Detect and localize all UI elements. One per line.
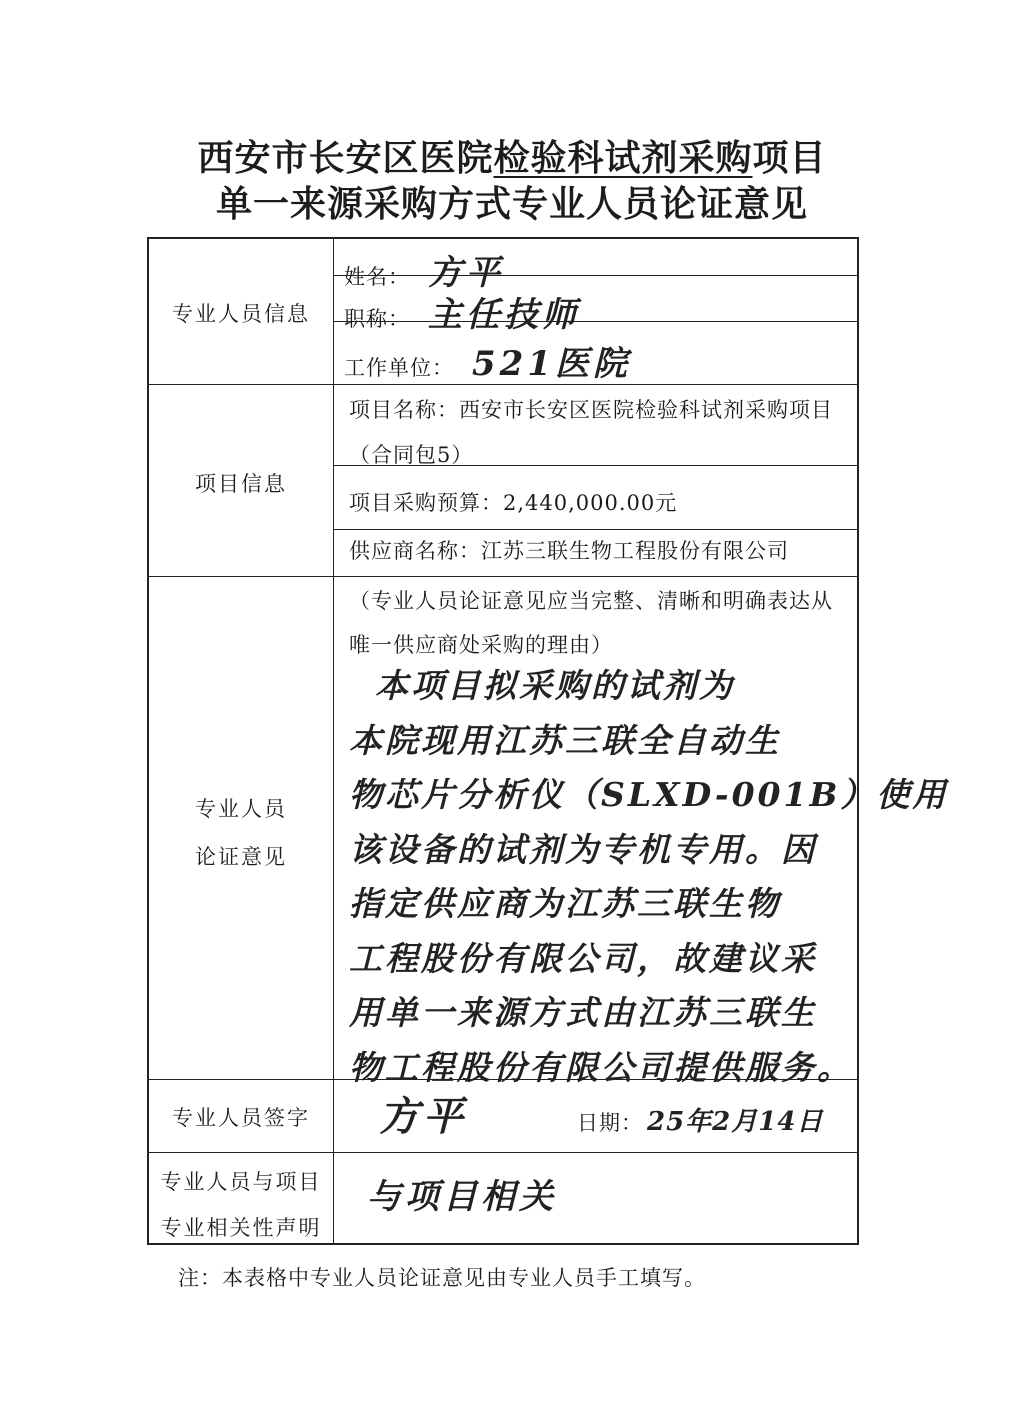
document-title-line-1: 西安市长安区医院检验科试剂采购项目: [197, 138, 827, 179]
title-label: 职称：: [344, 307, 410, 331]
signature-area: [379, 1085, 467, 1142]
date-value: 25年2月14日: [647, 1107, 824, 1137]
opinion-line: 用单一来源方式由江苏三联生: [349, 993, 817, 1032]
date-label: 日期：: [577, 1111, 643, 1135]
title-underlined-part: 检验科试剂采购: [493, 138, 753, 179]
title-value: 主任技师: [428, 295, 580, 335]
document-title-line-2: 单一来源采购方式专业人员论证意见: [215, 184, 808, 225]
unit-row: [344, 336, 631, 385]
opinion-line: 物工程股份有限公司提供服务。: [349, 1047, 853, 1087]
opinion-section-label-2: 论证意见: [195, 845, 287, 869]
footer-note: 注：本表格中专业人员论证意见由专业人员手工填写。: [178, 1266, 706, 1290]
project-budget: 项目采购预算：2,440,000.00元: [349, 491, 678, 515]
relevance-value-area: [367, 1169, 557, 1218]
project-name-line-2: （合同包5）: [349, 443, 474, 467]
relevance-label-2: 专业相关性声明: [160, 1216, 322, 1240]
date-row: [577, 1101, 823, 1138]
opinion-handwritten-text: [349, 659, 949, 1095]
title-row: [344, 287, 580, 336]
opinion-section-label-1: 专业人员: [195, 797, 287, 821]
signature-handwritten: 方平: [379, 1093, 467, 1140]
project-name-line-1: 项目名称：西安市长安区医院检验科试剂采购项目: [349, 398, 833, 422]
opinion-line: 工程股份有限公司，故建议采: [349, 938, 817, 978]
name-label: 姓名：: [344, 265, 410, 289]
personnel-section-label: 专业人员信息: [172, 302, 310, 326]
relevance-value: 与项目相关: [367, 1177, 557, 1217]
form-table: [147, 237, 949, 1245]
unit-label: 工作单位：: [344, 356, 454, 380]
opinion-instruction-1: （专业人员论证意见应当完整、清晰和明确表达从: [349, 589, 833, 613]
signature-label: 专业人员签字: [172, 1106, 310, 1130]
project-section-label: 项目信息: [195, 472, 287, 496]
opinion-line: 该设备的试剂为专机专用。因: [349, 829, 817, 869]
opinion-line: 指定供应商为江苏三联生物: [349, 884, 781, 923]
opinion-line: 本项目拟采购的试剂为: [375, 666, 735, 705]
name-value: 方平: [428, 253, 504, 293]
opinion-line: 本院现用江苏三联全自动生: [349, 720, 781, 760]
opinion-line: 物芯片分析仪（SLXD-001B）使用: [349, 775, 949, 814]
unit-value: 521医院: [472, 344, 631, 384]
relevance-label-1: 专业人员与项目: [160, 1170, 322, 1194]
opinion-instruction-2: 唯一供应商处采购的理由）: [349, 633, 613, 657]
project-supplier: 供应商名称：江苏三联生物工程股份有限公司: [349, 539, 789, 563]
